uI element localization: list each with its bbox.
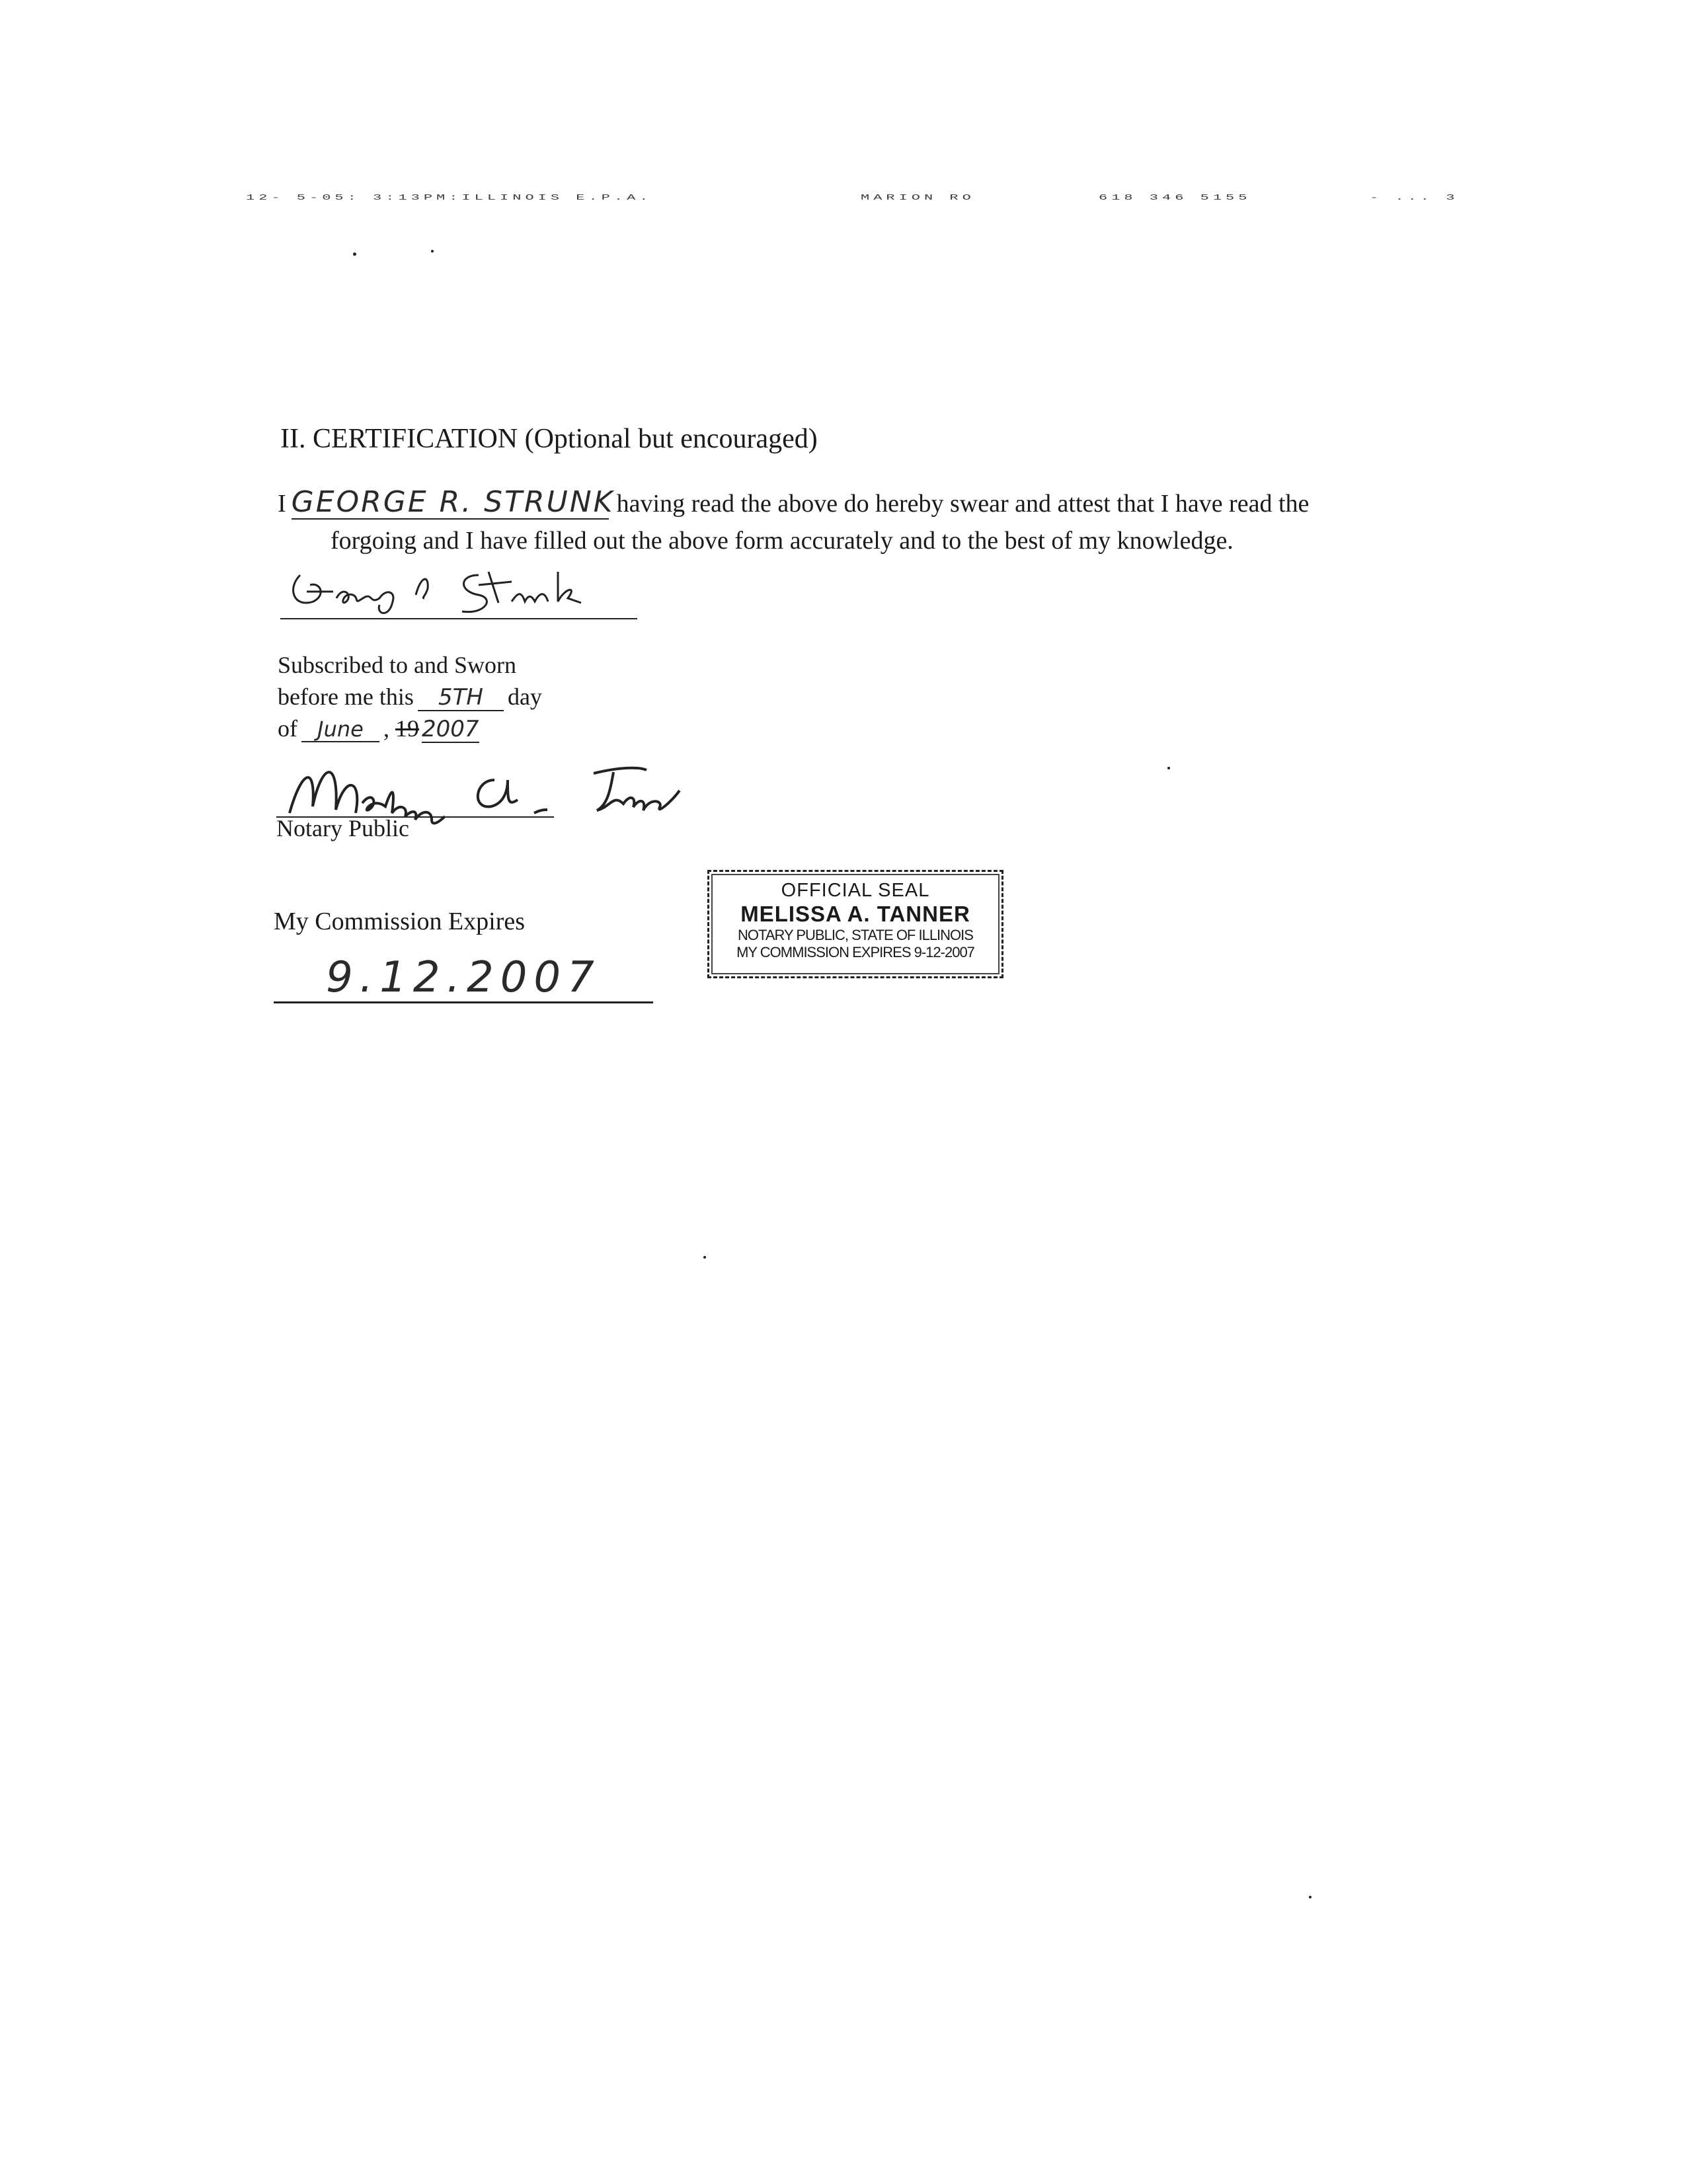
fax-page: - ... 3	[1370, 193, 1459, 202]
scan-speck	[353, 253, 356, 256]
oath-day-text: day	[507, 683, 542, 710]
official-notary-seal	[707, 870, 1003, 978]
handwritten-name: GEORGE R. STRUNK	[291, 485, 615, 519]
certification-statement-line1	[278, 487, 1415, 526]
oath-comma: ,	[383, 715, 389, 742]
oath-of-text: of	[278, 715, 297, 742]
scan-speck	[1167, 767, 1170, 769]
fax-header	[246, 193, 1489, 213]
signature-george-strunk	[280, 562, 650, 621]
fax-datetime-sender: 12- 5-05: 3:13PM:ILLINOIS E.P.A.	[246, 193, 652, 202]
statement-prefix: I	[278, 490, 286, 518]
oath-before-text: before me this	[278, 683, 414, 710]
struck-printed-year: 19	[395, 715, 419, 742]
fax-phone: 618 346 5155	[1099, 193, 1251, 202]
seal-state: NOTARY PUBLIC, STATE OF ILLINOIS	[738, 927, 973, 944]
seal-notary-name: MELISSA A. TANNER	[740, 902, 970, 927]
scan-speck	[1309, 1896, 1312, 1898]
scan-speck	[431, 250, 434, 253]
oath-line-2	[278, 683, 542, 711]
commission-expires-label: My Commission Expires	[274, 908, 526, 935]
statement-text-1: having read the above do hereby swear and attest that I have read the	[616, 490, 1310, 518]
fax-office: MARION RO	[861, 193, 975, 202]
certification-title: II. CERTIFICATION (Optional but encouraged)	[280, 424, 818, 454]
oath-line-1: Subscribed to and Sworn	[278, 652, 516, 678]
seal-title: OFFICIAL SEAL	[781, 880, 930, 901]
handwritten-year: 2007	[422, 716, 479, 742]
certification-statement-line2: forgoing and I have filled out the above form accurately and to the best of my knowledge.	[331, 527, 1234, 555]
commission-expiration-date: 9.12.2007	[274, 952, 653, 1003]
handwritten-month: June	[301, 718, 379, 742]
scan-speck	[703, 1256, 706, 1259]
notary-public-label: Notary Public	[276, 815, 409, 841]
seal-expiration: MY COMMISSION EXPIRES 9-12-2007	[736, 943, 974, 960]
oath-line-3	[278, 715, 479, 743]
handwritten-day: 5TH	[418, 685, 504, 711]
